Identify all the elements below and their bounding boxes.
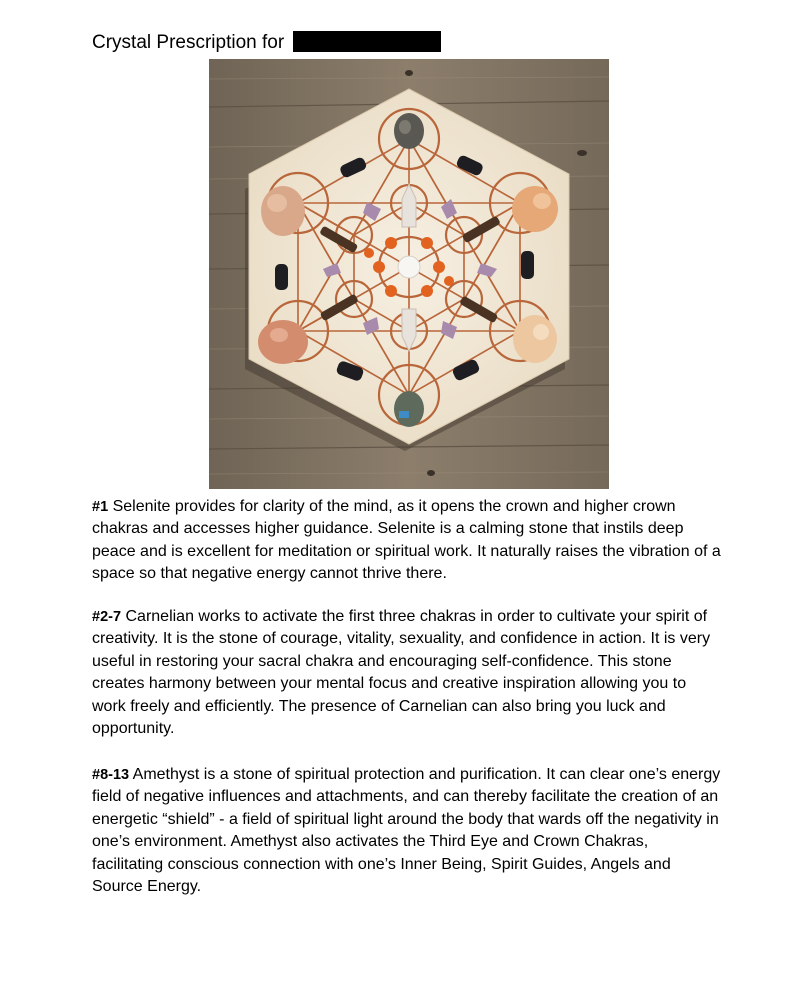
paragraph-label: #1 [92,499,109,515]
paragraph-carnelian [92,606,722,740]
title-text: Crystal Prescription for [92,32,285,53]
crystal-grid-photo [209,59,609,489]
paragraph-amethyst [92,764,722,898]
paragraph-text: Amethyst is a stone of spiritual protection and purification. It can clear one’s energy field of negative influences and attachments, and can thereby facilitate the creation of an energetic “shield” - a field of spiritual light around the body that wards off the negativity in one’s environment. Amethyst also activates the Third Eye and Crown Chakras, facilitating conscious connection with one’s Inner Being, Spirit Guides, Angels and Source Energy. [92,766,721,896]
paragraph-selenite [92,496,722,586]
paragraph-text: Carnelian works to activate the first three chakras in order to cultivate your spirit of creativity. It is the stone of courage, vitality, sexuality, and confidence in action. It is very useful in restoring your sacral chakra and encouraging self-confidence. This stone creates harmony between your mental focus and creative inspiration allowing you to work freely and efficiently. The presence of Carnelian can also bring you luck and opportunity. [92,608,711,738]
paragraph-label: #8-13 [92,767,130,783]
paragraph-text: Selenite provides for clarity of the mind, as it opens the crown and higher crown chakras and accesses higher guidance. Selenite is a calming stone that instils deep peace and is excellent for meditation or spiritual work. It naturally raises the vibration of a space so that negative energy cannot thrive there. [92,498,721,583]
redacted-name [293,31,441,52]
page-title [92,31,441,54]
paragraph-label: #2-7 [92,609,122,625]
